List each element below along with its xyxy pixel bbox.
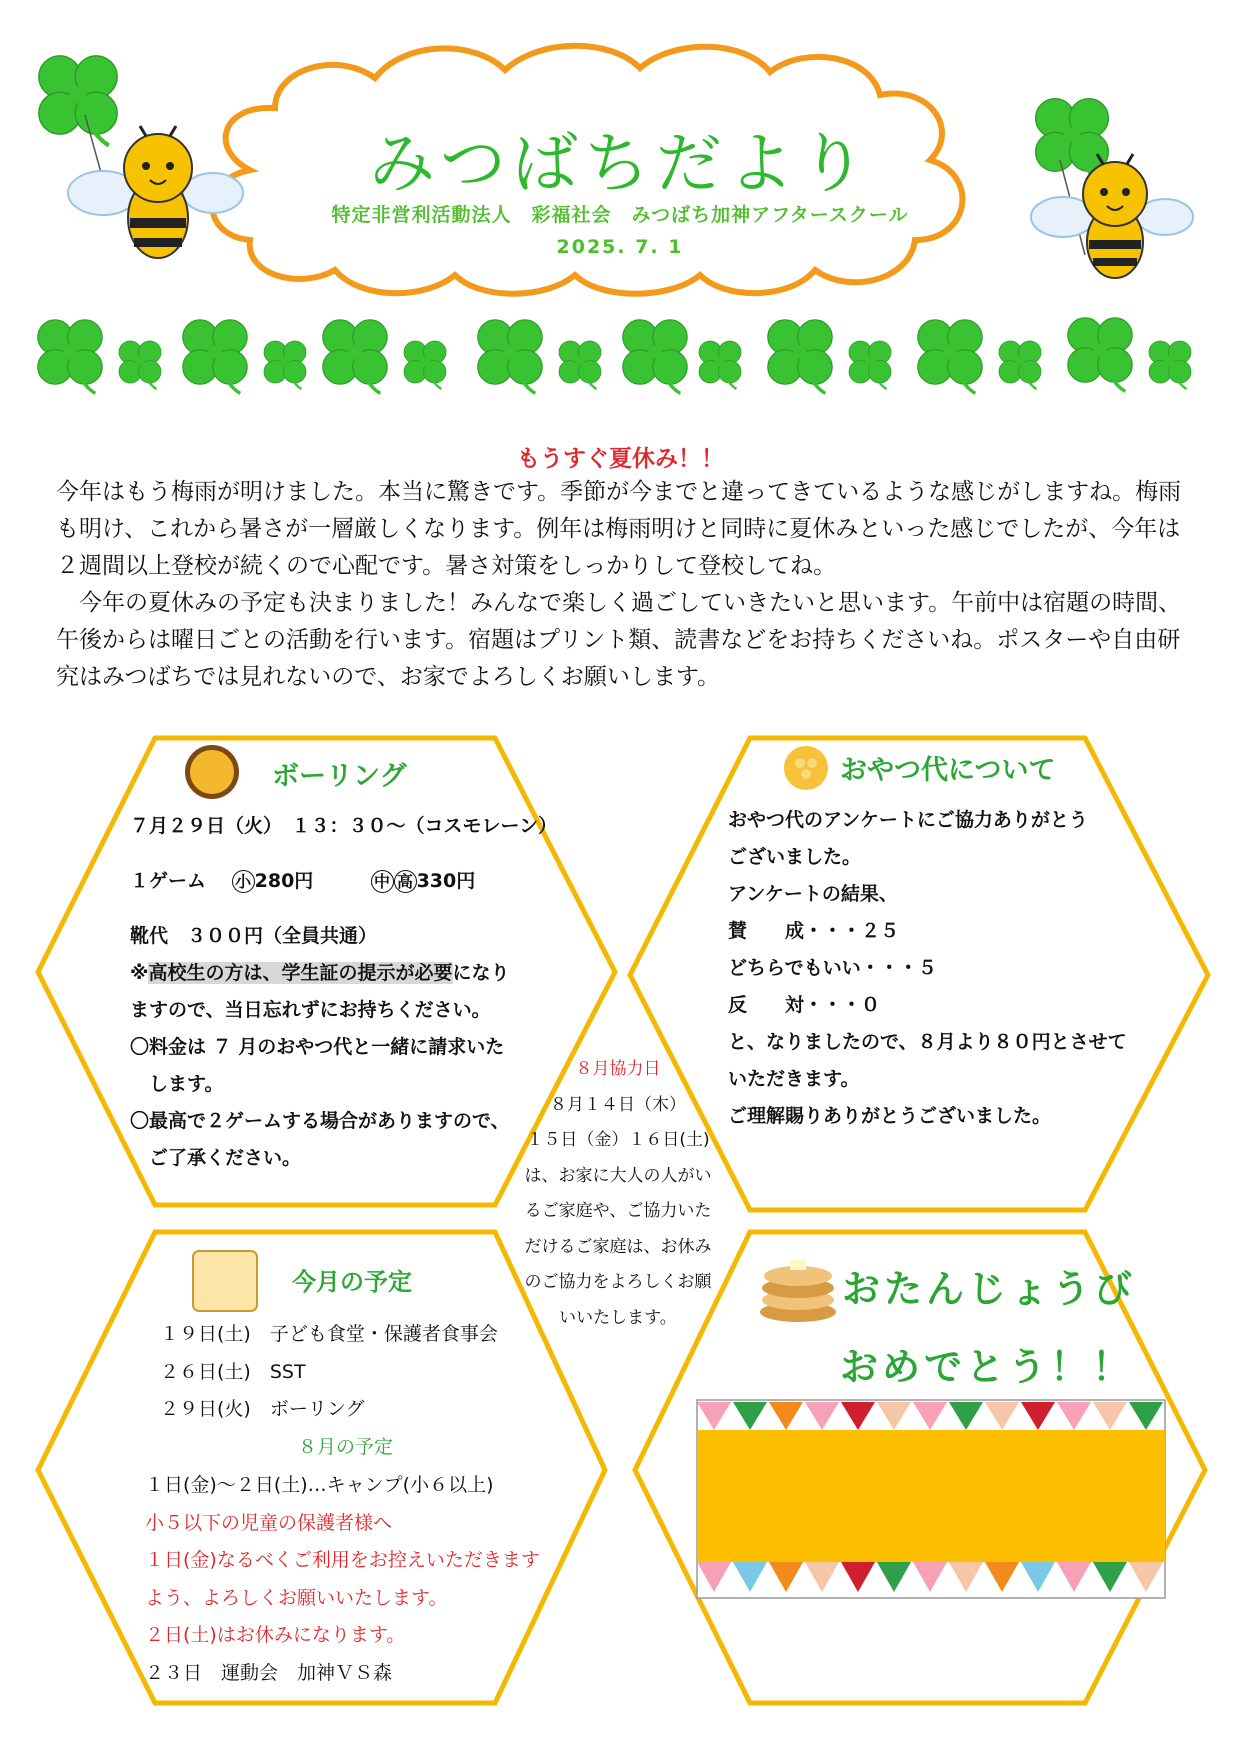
cooperation-line: るご家庭や、ご協力いた (524, 1201, 712, 1221)
birthday-line1: おたんじょうび (842, 1267, 1137, 1311)
newsletter-title: みつばちだより (369, 125, 872, 202)
high-mark: 高 (394, 870, 417, 893)
bowling-details (130, 808, 557, 1177)
honeycomb-icon (784, 746, 828, 790)
intro-headline: もうすぐ夏休み！！ (517, 446, 724, 472)
organization-name: 特定非営利活動法人 彩福社会 みつばち加神アフタースクール (331, 204, 909, 226)
bowling-fee-line2: します。 (130, 1073, 224, 1095)
schedule-august (145, 1467, 540, 1692)
schedule-note: １日(金)なるべくご利用をお控えいただきます (145, 1549, 540, 1571)
snack-line: いただきます。 (728, 1068, 860, 1090)
snack-title: おやつ代について (840, 755, 1056, 786)
intro-body (56, 474, 1196, 696)
issue-date: 2025. 7. 1 (556, 236, 684, 258)
snack-line: アンケートの結果、 (728, 883, 898, 905)
schedule-item: ２６日(土) SST (160, 1360, 306, 1383)
intro-paragraph-1: 今年はもう梅雨が明けました。本当に驚きです。季節が今までと違ってきているような感じがしますね。梅雨も明け、これから暑さが一層厳しくなります。例年は梅雨明けと同時に夏休みといった感じでしたが、今年は２週間以上登校が続くので心配です。暑さ対策をしっかりして登校してね。 (56, 479, 1182, 579)
bowling-fee-line1: 〇料金は ７ 月のおやつ代と一緒に請求いた (130, 1036, 505, 1058)
intro-paragraph-2: 今年の夏休みの予定も決まりました！みんなで楽しく過ごしていきたいと思います。午前中は宿題の時間、午後からは曜日ごとの活動を行います。宿題はプリント類、読書などをお持ちくださいね。ポスターや自由研究はみつばちでは見れないので、お家でよろしくお願いします。 (56, 590, 1182, 690)
cooperation-title: ８月協力日 (575, 1059, 661, 1079)
honey-badge-icon (185, 745, 239, 799)
cooperation-line: は、お家に大人の人がい (524, 1165, 712, 1186)
bowling-max-line2: ご了承ください。 (130, 1147, 302, 1169)
cooperation-line: １５日（金）１６日(土) (526, 1130, 710, 1150)
clover-row (38, 318, 1191, 394)
cooperation-line: ８月１４日（木） (550, 1094, 686, 1115)
cooperation-line: のご協力をよろしくお願 (524, 1272, 712, 1292)
snack-line: と、なりましたので、８月より８０円とさせて (728, 1031, 1127, 1053)
snack-line: ございました。 (728, 846, 862, 868)
bowling-note-line2: ますので、当日忘れずにお持ちください。 (130, 999, 491, 1021)
middle-mark: 中 (371, 870, 394, 893)
schedule-note: 小５以下の児童の保護者様へ (145, 1511, 393, 1534)
bowling-title: ボーリング (272, 761, 407, 792)
schedule-item: １９日(土) 子ども食堂・保護者食事会 (160, 1323, 498, 1345)
schedule-note: ２日(土)はお休みになります。 (145, 1624, 406, 1646)
snack-body (728, 802, 1127, 1135)
schedule-camp: １日(金)～２日(土)…キャンプ(小６以上) (145, 1474, 494, 1496)
bowling-price: １ゲーム 小 280円 中 高 330円 (130, 870, 476, 892)
snack-line: 反 対・・・０ (728, 994, 881, 1016)
schedule-note: よう、よろしくお願いいたします。 (145, 1586, 448, 1609)
cooperation-line: だけるご家庭は、お休み (524, 1236, 712, 1257)
cooperation-line: いいたします。 (559, 1307, 677, 1328)
cooperation-box (518, 1052, 718, 1336)
bowling-max-line1: 〇最高で２ゲームする場合がありますので、 (130, 1110, 510, 1132)
birthday-banner (697, 1400, 1165, 1598)
schedule-title: 今月の予定 (292, 1268, 412, 1296)
snack-line: ご理解賜りありがとうございました。 (728, 1105, 1052, 1127)
bowling-shoes: 靴代 ３００円（全員共通） (130, 925, 378, 947)
birthday-line2: おめでとう！！ (840, 1345, 1135, 1389)
snack-line: おやつ代のアンケートにご協力ありがとう (728, 809, 1088, 831)
small-mark: 小 (232, 870, 255, 893)
schedule-sports-day: ２３日 運動会 加神ＶＳ森 (145, 1661, 393, 1684)
schedule-item: ２９日(火) ボーリング (160, 1398, 365, 1420)
schedule-august-title: ８月の予定 (298, 1436, 394, 1458)
honey-jar-icon (193, 1251, 257, 1311)
bowling-date: ７月２９日（火） １３：３０～（コスモレーン） (130, 815, 558, 837)
snack-line: どちらでもいい・・・５ (728, 957, 937, 979)
snack-line: 賛 成・・・２５ (728, 920, 900, 942)
bowling-note: ※高校生の方は、学生証の提示が必要になり (130, 962, 510, 984)
schedule-july (160, 1316, 498, 1429)
